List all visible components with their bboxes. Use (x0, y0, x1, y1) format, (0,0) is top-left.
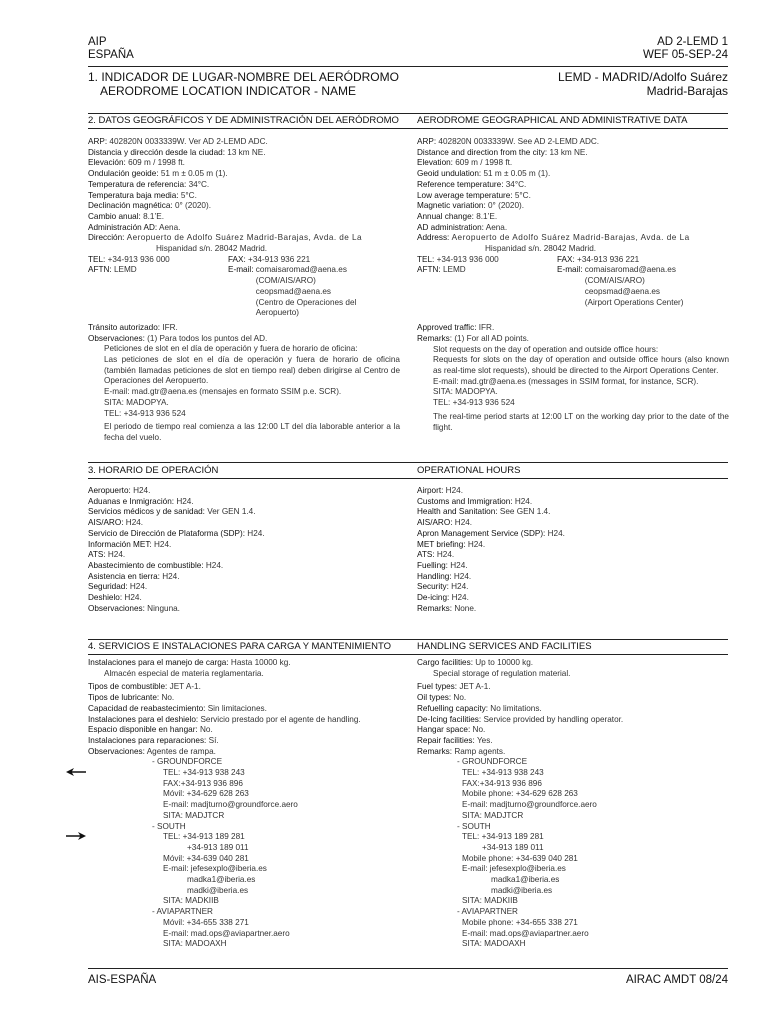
field-label: FAX: (557, 254, 575, 264)
field-value: Ramp agents. (454, 746, 506, 756)
section3-es (88, 486, 400, 614)
remark-text: Requests for slots on the day of operation and outside office hours (also known as real-time slot requests), should be directed to the Airport Operations Center. (433, 355, 729, 376)
field-value: 5°C. (514, 190, 531, 200)
field-label: ATS: (417, 550, 435, 560)
field-label: Seguridad: (88, 582, 128, 592)
field-value: 8.1’E. (476, 211, 498, 221)
arrow-left-icon (66, 765, 86, 779)
field-value: H24. (205, 560, 224, 570)
handler-name: - AVIAPARTNER (152, 907, 213, 917)
handler-email[interactable]: E-mail: mad.ops@aviapartner.aero (163, 928, 290, 938)
field-value: Service provided by handling operator. (483, 714, 624, 724)
handler-detail: TEL: +34-913 938 243 (462, 768, 544, 778)
handler-detail: SITA: MADOAXH (462, 939, 526, 949)
title-en: AERODROME LOCATION INDICATOR - NAME (100, 83, 357, 98)
handler-email[interactable]: E-mail: mad.ops@aviapartner.aero (462, 928, 589, 938)
field-label: Tipos de lubricante: (88, 693, 160, 703)
field-value: Servicio prestado por el agente de handling. (200, 714, 361, 724)
section4-es (88, 658, 400, 950)
aerodrome-name-2: Madrid-Barajas (646, 83, 728, 98)
field-value: 34°C. (188, 179, 210, 189)
aerodrome-name (558, 71, 728, 98)
field-label: Approved traffic: (417, 323, 477, 333)
field-label: Ondulación geoide: (88, 169, 159, 179)
field-label: Instalaciones para el deshielo: (88, 714, 199, 724)
field-label: Handling: (417, 571, 452, 581)
hours-row (417, 550, 729, 561)
field-value: H24. (514, 496, 533, 506)
handler-email[interactable]: madki@iberia.es (491, 885, 553, 895)
field-value: (COM/AIS/ARO) (584, 276, 645, 286)
field-value: IFR. (478, 323, 495, 333)
section3-en (417, 486, 729, 614)
remark-text: SITA: MADOPYA. (433, 387, 498, 397)
field-label: Distance and direction from the city: (417, 147, 548, 157)
hours-row (88, 604, 400, 615)
remark-text: TEL: +34-913 936 524 (433, 398, 515, 408)
field-value: No. (472, 725, 486, 735)
field-value: Agentes de rampa. (146, 746, 216, 756)
aerodrome-indicator: LEMD - MADRID/Adolfo Suárez (557, 70, 728, 84)
field-value: H24. (153, 539, 172, 549)
field-value: 5°C. (180, 190, 197, 200)
hours-row (417, 540, 729, 551)
field-value: Ver GEN 1.4. (207, 507, 256, 517)
field-value: H24. (547, 528, 565, 538)
field-value: 13 km NE. (227, 147, 266, 157)
email-link[interactable]: ceopsmad@aena.es (584, 286, 660, 296)
field-label: Apron Management Service (SDP): (417, 528, 546, 538)
field-value: Aeropuerto de Adolfo Suárez Madrid-Barajas, Avda. de La (451, 233, 690, 243)
handler-detail: Móvil: +34-639 040 281 (163, 853, 249, 863)
remark-text: Slot requests on the day of operation and outside office hours: (433, 344, 659, 354)
hours-row (417, 529, 729, 540)
handler-email[interactable]: E-mail: jefesexplo@iberia.es (462, 864, 566, 874)
handler-name: - GROUNDFORCE (457, 757, 528, 767)
handler-detail: Móvil: +34-655 338 271 (163, 917, 249, 927)
field-label: Geoid undulation: (417, 169, 482, 179)
field-value: 34°C. (505, 179, 527, 189)
hours-row (88, 497, 400, 508)
hours-row (417, 604, 729, 615)
handler-detail: SITA: MADJTCR (163, 810, 225, 820)
handler-detail: TEL: +34-913 189 281 (163, 832, 245, 842)
field-value: H24. (107, 550, 126, 560)
section2-heading-en: AERODROME GEOGRAPHICAL AND ADMINISTRATIVE DATA (417, 115, 688, 126)
hours-row (88, 561, 400, 572)
hours-row (417, 518, 729, 529)
field-label: Low average temperature: (417, 190, 513, 200)
field-value: No. (161, 693, 175, 703)
remark-text: El periodo de tiempo real comienza a las 12:00 LT del día laborable anterior a la fecha del vuelo. (104, 422, 400, 442)
header-aip: AIP (88, 36, 107, 48)
field-label: Security: (417, 582, 449, 592)
field-label: Tránsito autorizado: (88, 322, 161, 332)
field-label: Dirección: (88, 233, 125, 243)
section4-heading-en: HANDLING SERVICES AND FACILITIES (417, 641, 592, 652)
arrow-right-icon (66, 829, 86, 843)
hours-row (417, 593, 729, 604)
handler-email[interactable]: madka1@iberia.es (491, 875, 560, 885)
field-value: H24. (450, 560, 468, 570)
field-value: +34-913 936 000 (107, 254, 170, 264)
field-label: Observaciones: (88, 333, 145, 343)
field-label: Asistencia en tierra: (88, 571, 160, 581)
field-label: MET briefing: (417, 539, 466, 549)
field-label: Oil types: (417, 693, 452, 703)
page-title (88, 71, 399, 98)
field-value: +34-913 936 221 (248, 254, 311, 264)
field-label: AIS/ARO: (88, 518, 124, 528)
field-value: LEMD (113, 265, 137, 275)
field-label: Tipos de combustible: (88, 682, 168, 692)
section4-heading-es: 4. SERVICIOS E INSTALACIONES PARA CARGA Y MANTENIMIENTO (88, 641, 392, 652)
field-label: TEL: (88, 254, 106, 264)
title-es: 1. INDICADOR DE LUGAR-NOMBRE DEL AERÓDROMO (88, 70, 399, 84)
section2-heading-es: 2. DATOS GEOGRÁFICOS Y DE ADMINISTRACIÓN DEL AERÓDROMO (88, 115, 399, 126)
field-label: Información MET: (88, 539, 152, 549)
field-label: ARP: (417, 137, 437, 146)
field-value: (Airport Operations Center) (584, 297, 684, 307)
field-value: Almacén especial de materia reglamentaria. (104, 668, 264, 678)
field-value: H24. (445, 486, 463, 495)
handler-name: - SOUTH (457, 821, 491, 831)
field-value: 609 m / 1998 ft. (455, 158, 513, 168)
field-value: H24. (133, 486, 151, 495)
email-link[interactable]: comaisaromad@aena.es (255, 265, 347, 275)
handler-email[interactable]: E-mail: madjturno@groundforce.aero (462, 800, 597, 810)
handler-detail: TEL: +34-913 938 243 (163, 768, 245, 778)
handler-detail: TEL: +34-913 189 281 (462, 832, 544, 842)
footer-left: AIS-ESPAÑA (88, 974, 157, 986)
header-left (88, 36, 134, 62)
field-value: 13 km NE. (549, 147, 588, 157)
handler-name: - AVIAPARTNER (457, 907, 518, 917)
field-value: (COM/AIS/ARO) (255, 276, 316, 286)
field-label: Administración AD: (88, 222, 158, 232)
handler-email[interactable]: madka1@iberia.es (187, 875, 256, 885)
hours-row (88, 550, 400, 561)
header-right (643, 36, 728, 62)
field-value: H24. (451, 593, 469, 603)
field-value: H24. (454, 518, 473, 528)
header-rule (88, 66, 728, 67)
hours-row (88, 572, 400, 583)
remark-text: TEL: +34-913 936 524 (104, 408, 186, 418)
hours-row (88, 540, 400, 551)
field-value: Sí. (208, 735, 219, 745)
field-value: Aena. (159, 222, 181, 232)
field-label: Abastecimiento de combustible: (88, 560, 204, 570)
field-value: See GEN 1.4. (499, 507, 551, 517)
field-value: JET A-1. (169, 682, 201, 692)
section-rule (88, 639, 728, 640)
field-value: 402820N 0033339W. Ver AD 2-LEMD ADC. (109, 137, 268, 146)
field-label: Remarks: (417, 603, 453, 613)
field-value: (1) For all AD points. (454, 333, 529, 343)
field-value: H24. (436, 550, 455, 560)
field-label: ARP: (88, 137, 108, 146)
field-value: 0° (2020). (488, 201, 525, 211)
hours-row (417, 582, 729, 593)
field-value: Up to 10000 kg. (475, 658, 534, 667)
field-value: None. (454, 603, 477, 613)
hours-row (417, 507, 729, 518)
section-rule (88, 462, 728, 463)
field-label: AFTN: (88, 265, 112, 275)
section-rule (88, 654, 728, 655)
field-label: Cambio anual: (88, 211, 141, 221)
header-effective-date: WEF 05-SEP-24 (643, 49, 728, 61)
field-label: Magnetic variation: (417, 201, 486, 211)
field-label: Temperatura de referencia: (88, 179, 187, 189)
handler-detail: Mobile phone: +34-639 040 281 (462, 853, 578, 863)
field-label: Instalaciones para el manejo de carga: (88, 658, 229, 667)
field-value: Aena. (485, 222, 508, 232)
handler-detail: SITA: MADOAXH (163, 939, 227, 949)
field-value: 609 m / 1998 ft. (128, 158, 185, 168)
hours-row (88, 518, 400, 529)
handler-name: - GROUNDFORCE (152, 757, 223, 767)
field-label: ATS: (88, 550, 106, 560)
field-label: AD administration: (417, 222, 484, 232)
field-value: 8.1’E. (143, 211, 165, 221)
email-link[interactable]: comaisaromad@aena.es (584, 265, 676, 275)
field-value: Aeropuerto de Adolfo Suárez Madrid-Barajas, Avda. de La (126, 233, 363, 243)
section-rule (88, 113, 728, 114)
field-label: FAX: (228, 254, 246, 264)
field-value: Special storage of regulation material. (433, 668, 571, 678)
section-rule (88, 128, 728, 129)
field-value: H24. (176, 496, 194, 506)
field-value: Hispanidad s/n. 28042 Madrid. (156, 244, 268, 254)
field-label: TEL: (417, 254, 435, 264)
field-label: Fuel types: (417, 682, 458, 692)
field-label: Temperatura baja media: (88, 190, 179, 200)
handler-detail: +34-913 189 011 (482, 842, 544, 852)
remark-text: Las peticiones de slot en el día de operación y fuera de horario de oficina (también llamadas peticiones de slot en tiempo real) deben dirigirse al Centro de Operaciones del Aeropuerto. (104, 355, 400, 386)
field-label: Remarks: (417, 333, 453, 343)
handler-email[interactable]: madki@iberia.es (187, 885, 249, 895)
field-label: Capacidad de reabastecimiento: (88, 703, 206, 713)
field-value: 51 m ± 0.05 m (1). (160, 169, 228, 179)
handler-detail: Mobile phone: +34-629 628 263 (462, 789, 578, 799)
field-label: Deshielo: (88, 593, 123, 603)
field-label: Repair facilities: (417, 735, 475, 745)
section-rule (88, 478, 728, 479)
field-value: 0° (2020). (174, 201, 211, 211)
handler-detail: FAX:+34-913 936 896 (163, 778, 243, 788)
hours-row (417, 497, 729, 508)
field-value: Ninguna. (147, 603, 180, 613)
section2-en (417, 137, 729, 433)
field-value: 51 m ± 0.05 m (1). (483, 169, 551, 179)
hours-row (417, 486, 729, 497)
header-page-id: AD 2-LEMD 1 (657, 36, 728, 48)
field-label: Cargo facilities: (417, 658, 473, 667)
field-value: No. (199, 725, 213, 735)
field-label: Address: (417, 233, 450, 243)
field-label: Health and Sanitation: (417, 507, 498, 517)
handler-detail: FAX:+34-913 936 896 (462, 778, 542, 788)
field-value: Hispanidad s/n. 28042 Madrid. (485, 244, 597, 254)
field-value: 402820N 0033339W. See AD 2-LEMD ADC. (438, 137, 600, 146)
field-value: Yes. (476, 735, 493, 745)
field-label: Reference temperature: (417, 179, 504, 189)
field-label: Instalaciones para reparaciones: (88, 735, 207, 745)
field-value: H24. (125, 518, 144, 528)
field-label: Espacio disponible en hangar: (88, 725, 198, 735)
email-link[interactable]: ceopsmad@aena.es (255, 286, 331, 296)
field-label: Distancia y dirección desde la ciudad: (88, 147, 225, 157)
hours-row (88, 486, 400, 497)
field-value: H24. (247, 528, 265, 538)
field-label: Refuelling capacity: (417, 703, 488, 713)
section2-es (88, 137, 400, 444)
handler-detail: Mobile phone: +34-655 338 271 (462, 917, 578, 927)
field-value: Aeropuerto) (255, 308, 300, 318)
field-label: Servicio de Dirección de Plataforma (SDP): (88, 528, 245, 538)
handler-detail: SITA: MADKIIB (163, 896, 219, 906)
field-value: H24. (467, 539, 486, 549)
field-value: H24. (129, 582, 148, 592)
field-label: Customs and Immigration: (417, 496, 513, 506)
field-label: Aeropuerto: (88, 486, 131, 495)
field-label: Remarks: (417, 746, 453, 756)
field-value: +34-913 936 221 (577, 254, 640, 264)
field-value: H24. (162, 571, 180, 581)
field-label: Elevation: (417, 158, 453, 168)
field-value: Sin limitaciones. (207, 703, 267, 713)
remark-text: E-mail: mad.gtr@aena.es (messages in SSIM format, for instance, SCR). (433, 376, 699, 386)
section3-heading-en: OPERATIONAL HOURS (417, 465, 521, 476)
field-value: Hasta 10000 kg. (230, 658, 291, 667)
field-value: IFR. (162, 322, 178, 332)
section4-en (417, 658, 729, 950)
field-value: +34-913 936 000 (436, 254, 499, 264)
field-label: Hangar space: (417, 725, 471, 735)
section3-heading-es: 3. HORARIO DE OPERACIÓN (88, 465, 219, 476)
field-value: (Centro de Operaciones del (255, 297, 357, 307)
field-label: Elevación: (88, 158, 126, 168)
field-label: Annual change: (417, 211, 474, 221)
handler-detail: SITA: MADJTCR (462, 810, 524, 820)
field-label: Declinación magnética: (88, 201, 173, 211)
handler-detail: Móvil: +34-629 628 263 (163, 789, 249, 799)
field-value: H24. (453, 571, 472, 581)
field-label: Servicios médicos y de sanidad: (88, 507, 205, 517)
field-value: (1) Para todos los puntos del AD. (147, 333, 268, 343)
remark-text: SITA: MADOPYA. (104, 397, 169, 407)
handler-email[interactable]: E-mail: madjturno@groundforce.aero (163, 800, 298, 810)
field-label: Airport: (417, 486, 444, 495)
field-label: Fuelling: (417, 560, 448, 570)
field-value: No. (453, 693, 467, 703)
handler-name: - SOUTH (152, 821, 186, 831)
field-label: E-mail: (557, 265, 583, 275)
field-value: LEMD (442, 265, 466, 275)
field-value: No limitations. (490, 703, 542, 713)
footer-rule (88, 968, 728, 969)
field-value: H24. (124, 593, 142, 603)
handler-detail: SITA: MADKIIB (462, 896, 518, 906)
hours-row (88, 507, 400, 518)
field-label: E-mail: (228, 265, 254, 275)
hours-row (417, 572, 729, 583)
footer-right: AIRAC AMDT 08/24 (625, 974, 728, 986)
hours-row (88, 529, 400, 540)
field-value: H24. (451, 582, 469, 592)
field-label: De-icing: (417, 593, 450, 603)
field-label: Aduanas e Inmigración: (88, 496, 175, 506)
field-label: Observaciones: (88, 603, 145, 613)
remark-text: The real-time period starts at 12:00 LT on the working day prior to the date of the flight. (433, 411, 729, 432)
remark-text: Peticiones de slot en el día de operación y fuera de horario de oficina: (104, 344, 358, 354)
header-country: ESPAÑA (88, 49, 134, 61)
hours-row (417, 561, 729, 572)
handler-email[interactable]: E-mail: jefesexplo@iberia.es (163, 864, 267, 874)
hours-row (88, 593, 400, 604)
hours-row (88, 582, 400, 593)
field-label: AFTN: (417, 265, 441, 275)
handler-detail: +34-913 189 011 (187, 842, 249, 852)
field-label: AIS/ARO: (417, 518, 453, 528)
field-label: Observaciones: (88, 746, 145, 756)
remark-text: E-mail: mad.gtr@aena.es (mensajes en formato SSIM p.e. SCR). (104, 387, 342, 397)
field-label: De-Icing facilities: (417, 714, 482, 724)
field-value: JET A-1. (459, 682, 491, 692)
